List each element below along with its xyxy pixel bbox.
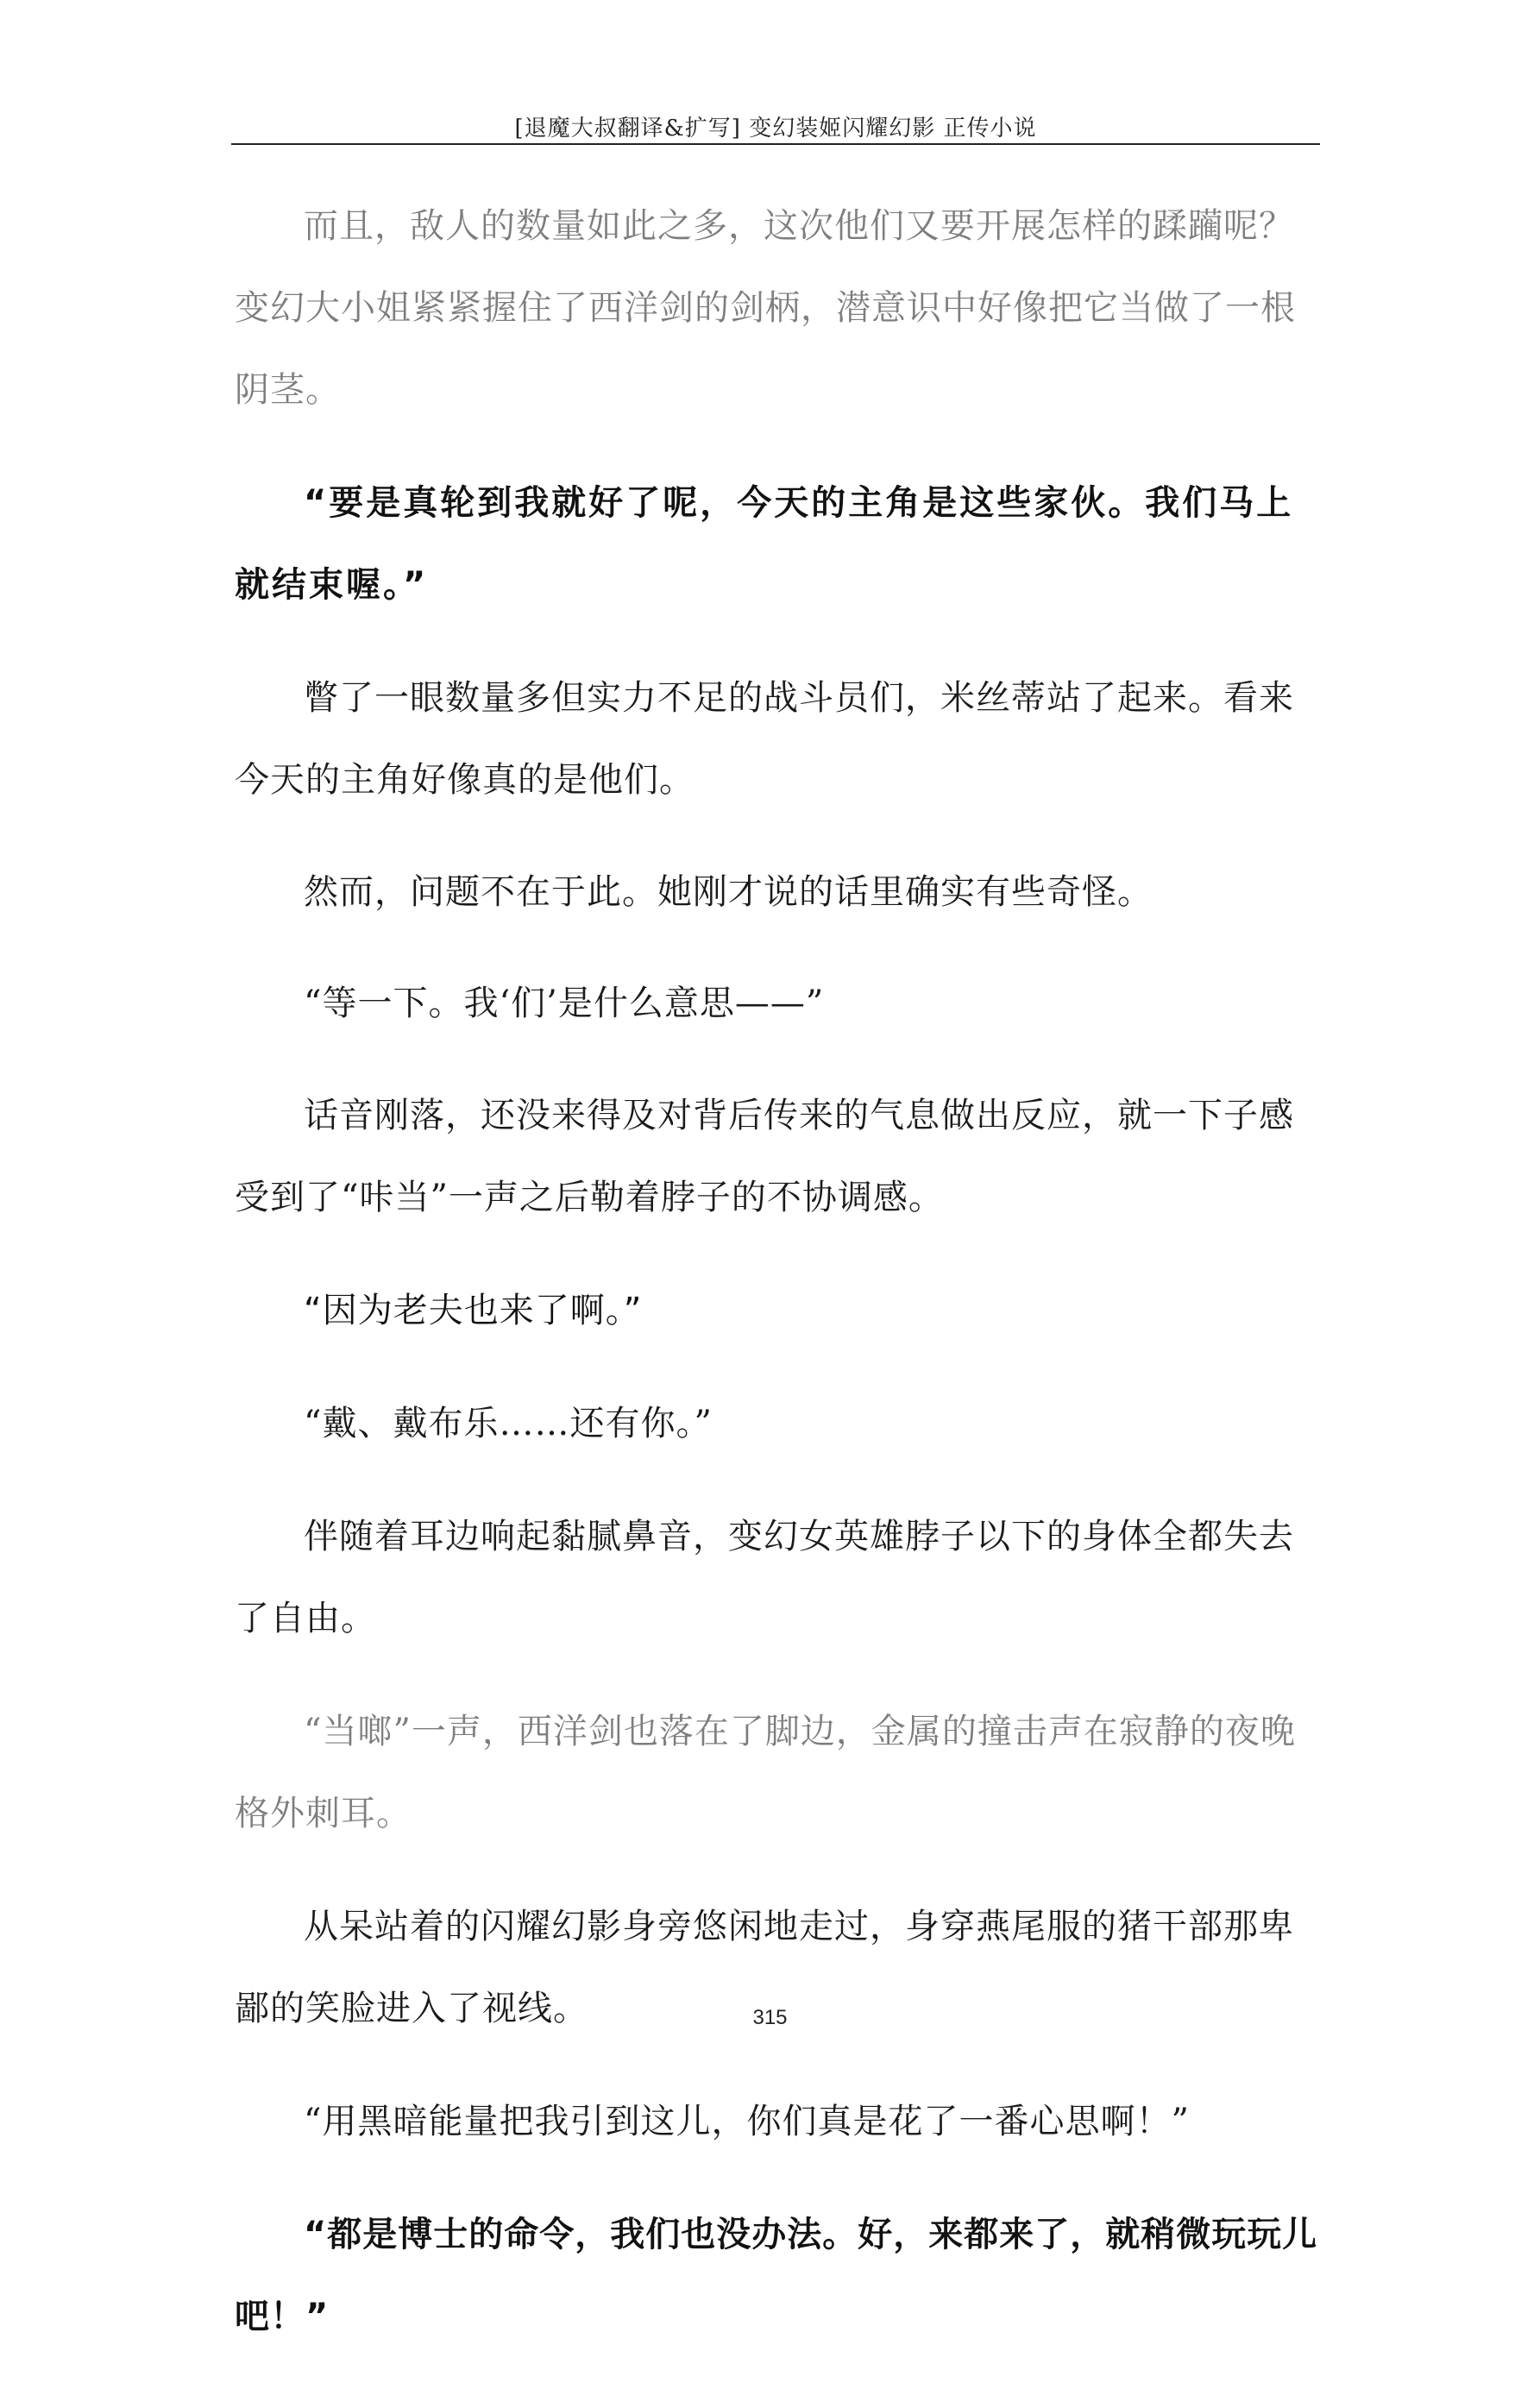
- paragraph: 从呆站着的闪耀幻影身旁悠闲地走过，身穿燕尾服的猪干部那卑鄙的笑脸进入了视线。: [235, 1907, 1294, 2028]
- paragraph-dialogue: “因为老夫也来了啊。”: [304, 1291, 643, 1330]
- page-header: [退魔大叔翻译&扩写] 变幻装姬闪耀幻影 正传小说: [514, 116, 1037, 141]
- page-number: 315: [752, 2006, 788, 2029]
- paragraph-dialogue: “等一下。我‘们’是什么意思——”: [304, 984, 825, 1023]
- paragraph: 伴随着耳边响起黏腻鼻音，变幻女英雄脖子以下的身体全都失去了自由。: [235, 1517, 1294, 1638]
- paragraph-dialogue: “要是真轮到我就好了呢，今天的主角是这些家伙。我们马上就结束喔。”: [235, 483, 1294, 605]
- paragraph: 话音刚落，还没来得及对背后传来的气息做出反应，就一下子感受到了“咔当”一声之后勒着脖子的不协调感。: [235, 1096, 1294, 1217]
- paragraph-dialogue: “用黑暗能量把我引到这儿，你们真是花了一番心思啊！”: [304, 2102, 1190, 2141]
- paragraph: 然而，问题不在于此。她刚才说的话里确实有些奇怪。: [304, 872, 1153, 912]
- paragraph: 而且，敌人的数量如此之多，这次他们又要开展怎样的蹂躏呢？变幻大小姐紧紧握住了西洋剑的剑柄，潜意识中好像把它当做了一根阴茎。: [235, 206, 1296, 410]
- header-divider: [231, 143, 1320, 145]
- body-text: [235, 185, 1318, 2389]
- paragraph: “当啷”一声，西洋剑也落在了脚边，金属的撞击声在寂静的夜晚格外刺耳。: [235, 1712, 1296, 1833]
- paragraph: 瞥了一眼数量多但实力不足的战斗员们，米丝蒂站了起来。看来今天的主角好像真的是他们。: [235, 678, 1294, 800]
- paragraph-dialogue: “都是博士的命令，我们也没办法。好，来都来了，就稍微玩玩儿吧！”: [235, 2215, 1318, 2336]
- paragraph-dialogue: “戴、戴布乐……还有你。”: [304, 1404, 713, 1443]
